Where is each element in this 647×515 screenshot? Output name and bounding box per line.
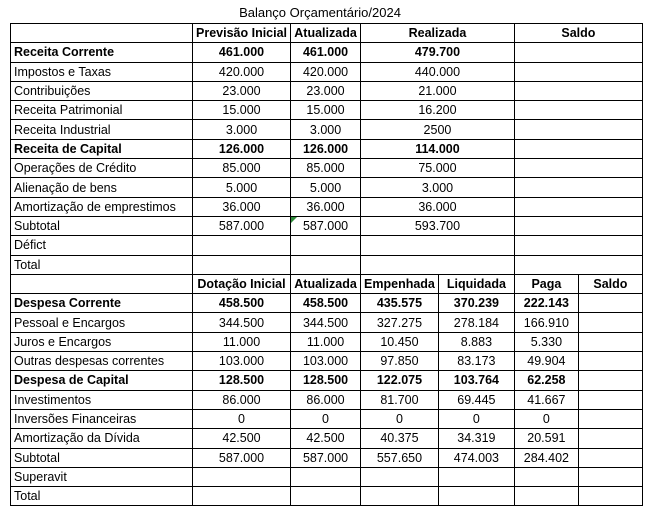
revenue-previsao[interactable]: 85.000	[193, 159, 291, 178]
expense-label[interactable]: Total	[11, 487, 193, 506]
expense-liquidada[interactable]: 0	[438, 409, 514, 428]
revenue-previsao[interactable]: 5.000	[193, 178, 291, 197]
expense-saldo[interactable]	[578, 448, 642, 467]
revenue-saldo[interactable]	[514, 43, 642, 62]
revenue-header-saldo[interactable]: Saldo	[514, 24, 642, 43]
expense-label[interactable]: Juros e Encargos	[11, 332, 193, 351]
expense-dotacao[interactable]: 0	[193, 409, 291, 428]
revenue-saldo[interactable]	[514, 139, 642, 158]
expense-saldo[interactable]	[578, 487, 642, 506]
expense-row	[11, 371, 643, 390]
revenue-row	[11, 178, 643, 197]
expense-empenhada[interactable]: 327.275	[361, 313, 439, 332]
revenue-atualizada[interactable]	[291, 236, 361, 255]
revenue-label[interactable]: Subtotal	[11, 216, 193, 235]
revenue-previsao[interactable]: 36.000	[193, 197, 291, 216]
expense-empenhada[interactable]: 122.075	[361, 371, 439, 390]
expense-liquidada[interactable]: 34.319	[438, 429, 514, 448]
expense-label[interactable]: Investimentos	[11, 390, 193, 409]
expense-liquidada[interactable]: 370.239	[438, 294, 514, 313]
revenue-label[interactable]: Alienação de bens	[11, 178, 193, 197]
revenue-row	[11, 255, 643, 274]
expense-empenhada[interactable]: 40.375	[361, 429, 439, 448]
expense-liquidada[interactable]: 474.003	[438, 448, 514, 467]
revenue-row	[11, 101, 643, 120]
revenue-header-realizada[interactable]: Realizada	[361, 24, 515, 43]
expense-row	[11, 409, 643, 428]
budget-table	[10, 23, 643, 506]
revenue-row	[11, 81, 643, 100]
expense-atualizada[interactable]: 458.500	[291, 294, 361, 313]
revenue-realizada[interactable]	[361, 255, 515, 274]
revenue-previsao[interactable]: 126.000	[193, 139, 291, 158]
expense-liquidada[interactable]: 8.883	[438, 332, 514, 351]
revenue-atualizada[interactable]: 23.000	[291, 81, 361, 100]
expense-row	[11, 294, 643, 313]
expense-atualizada[interactable]: 587.000	[291, 448, 361, 467]
revenue-atualizada[interactable]: 420.000	[291, 62, 361, 81]
sheet-title: Balanço Orçamentário/2024	[239, 5, 401, 20]
expense-saldo[interactable]	[578, 429, 642, 448]
expense-empenhada[interactable]: 557.650	[361, 448, 439, 467]
revenue-previsao[interactable]: 587.000	[193, 216, 291, 235]
revenue-label[interactable]: Amortização de emprestimos	[11, 197, 193, 216]
revenue-previsao[interactable]: 15.000	[193, 101, 291, 120]
expense-empenhada[interactable]: 0	[361, 409, 439, 428]
expense-label[interactable]: Pessoal e Encargos	[11, 313, 193, 332]
revenue-saldo[interactable]	[514, 216, 642, 235]
expense-row	[11, 352, 643, 371]
revenue-saldo[interactable]	[514, 178, 642, 197]
revenue-atualizada[interactable]: 3.000	[291, 120, 361, 139]
revenue-saldo[interactable]	[514, 255, 642, 274]
revenue-realizada[interactable]	[361, 236, 515, 255]
revenue-previsao[interactable]	[193, 255, 291, 274]
revenue-label[interactable]: Total	[11, 255, 193, 274]
revenue-realizada[interactable]: 479.700	[361, 43, 515, 62]
revenue-realizada[interactable]: 36.000	[361, 197, 515, 216]
revenue-header-label[interactable]	[11, 24, 193, 43]
expense-saldo[interactable]	[578, 352, 642, 371]
expense-liquidada[interactable]: 69.445	[438, 390, 514, 409]
revenue-label[interactable]: Receita Patrimonial	[11, 101, 193, 120]
revenue-row	[11, 197, 643, 216]
expense-row	[11, 332, 643, 351]
expense-atualizada[interactable]: 11.000	[291, 332, 361, 351]
revenue-realizada[interactable]: 2500	[361, 120, 515, 139]
revenue-atualizada[interactable]: 461.000	[291, 43, 361, 62]
expense-paga[interactable]: 41.667	[514, 390, 578, 409]
revenue-label[interactable]: Contribuições	[11, 81, 193, 100]
revenue-previsao[interactable]: 3.000	[193, 120, 291, 139]
expense-paga[interactable]	[514, 487, 578, 506]
expense-atualizada[interactable]: 42.500	[291, 429, 361, 448]
revenue-saldo[interactable]	[514, 236, 642, 255]
expense-row	[11, 448, 643, 467]
expense-row	[11, 313, 643, 332]
expense-row	[11, 467, 643, 486]
expense-liquidada[interactable]: 278.184	[438, 313, 514, 332]
revenue-saldo[interactable]	[514, 120, 642, 139]
revenue-previsao[interactable]: 461.000	[193, 43, 291, 62]
expense-header-saldo[interactable]: Saldo	[578, 274, 642, 293]
expense-header-paga[interactable]: Paga	[514, 274, 578, 293]
revenue-row	[11, 216, 643, 235]
expense-paga[interactable]: 0	[514, 409, 578, 428]
revenue-realizada[interactable]: 440.000	[361, 62, 515, 81]
expense-row	[11, 487, 643, 506]
revenue-atualizada[interactable]: 5.000	[291, 178, 361, 197]
expense-dotacao[interactable]	[193, 467, 291, 486]
revenue-row	[11, 120, 643, 139]
revenue-label[interactable]: Impostos e Taxas	[11, 62, 193, 81]
revenue-label[interactable]: Receita Corrente	[11, 43, 193, 62]
expense-saldo[interactable]	[578, 390, 642, 409]
revenue-header-previsao[interactable]: Previsão Inicial	[193, 24, 291, 43]
revenue-label[interactable]: Défict	[11, 236, 193, 255]
expense-dotacao[interactable]: 11.000	[193, 332, 291, 351]
expense-row	[11, 429, 643, 448]
expense-liquidada[interactable]: 103.764	[438, 371, 514, 390]
expense-label[interactable]: Inversões Financeiras	[11, 409, 193, 428]
expense-atualizada[interactable]: 86.000	[291, 390, 361, 409]
expense-paga[interactable]	[514, 467, 578, 486]
expense-atualizada[interactable]	[291, 487, 361, 506]
revenue-realizada[interactable]: 114.000	[361, 139, 515, 158]
expense-label[interactable]: Superavit	[11, 467, 193, 486]
revenue-label[interactable]: Receita Industrial	[11, 120, 193, 139]
revenue-saldo[interactable]	[514, 197, 642, 216]
expense-saldo[interactable]	[578, 332, 642, 351]
expense-paga[interactable]: 49.904	[514, 352, 578, 371]
revenue-realizada[interactable]: 3.000	[361, 178, 515, 197]
expense-label[interactable]: Despesa Corrente	[11, 294, 193, 313]
expense-empenhada[interactable]	[361, 467, 439, 486]
revenue-atualizada[interactable]: 85.000	[291, 159, 361, 178]
revenue-row	[11, 159, 643, 178]
revenue-atualizada[interactable]: 36.000	[291, 197, 361, 216]
expense-label[interactable]: Amortização da Dívida	[11, 429, 193, 448]
revenue-saldo[interactable]	[514, 62, 642, 81]
expense-dotacao[interactable]	[193, 487, 291, 506]
revenue-label[interactable]: Operações de Crédito	[11, 159, 193, 178]
expense-header-atualizada[interactable]: Atualizada	[291, 274, 361, 293]
revenue-saldo[interactable]	[514, 101, 642, 120]
expense-header-empenhada[interactable]: Empenhada	[361, 274, 439, 293]
revenue-previsao[interactable]: 420.000	[193, 62, 291, 81]
revenue-realizada[interactable]: 21.000	[361, 81, 515, 100]
expense-empenhada[interactable]: 81.700	[361, 390, 439, 409]
expense-header-label[interactable]	[11, 274, 193, 293]
revenue-previsao[interactable]: 23.000	[193, 81, 291, 100]
expense-dotacao[interactable]: 103.000	[193, 352, 291, 371]
revenue-atualizada[interactable]: 15.000	[291, 101, 361, 120]
expense-empenhada[interactable]	[361, 487, 439, 506]
revenue-atualizada[interactable]: 126.000	[291, 139, 361, 158]
revenue-atualizada[interactable]	[291, 255, 361, 274]
expense-atualizada[interactable]: 0	[291, 409, 361, 428]
expense-label[interactable]: Subtotal	[11, 448, 193, 467]
expense-atualizada[interactable]: 128.500	[291, 371, 361, 390]
expense-dotacao[interactable]: 128.500	[193, 371, 291, 390]
expense-dotacao[interactable]: 587.000	[193, 448, 291, 467]
expense-empenhada[interactable]: 10.450	[361, 332, 439, 351]
revenue-realizada[interactable]: 75.000	[361, 159, 515, 178]
expense-liquidada[interactable]: 83.173	[438, 352, 514, 371]
expense-dotacao[interactable]: 86.000	[193, 390, 291, 409]
expense-label[interactable]: Despesa de Capital	[11, 371, 193, 390]
revenue-row	[11, 62, 643, 81]
expense-atualizada[interactable]: 103.000	[291, 352, 361, 371]
expense-paga[interactable]: 166.910	[514, 313, 578, 332]
expense-dotacao[interactable]: 42.500	[193, 429, 291, 448]
revenue-previsao[interactable]	[193, 236, 291, 255]
expense-paga[interactable]: 62.258	[514, 371, 578, 390]
expense-paga[interactable]: 284.402	[514, 448, 578, 467]
expense-label[interactable]: Outras despesas correntes	[11, 352, 193, 371]
revenue-row	[11, 139, 643, 158]
revenue-row	[11, 43, 643, 62]
expense-row	[11, 390, 643, 409]
expense-dotacao[interactable]: 344.500	[193, 313, 291, 332]
expense-liquidada[interactable]	[438, 467, 514, 486]
revenue-saldo[interactable]	[514, 159, 642, 178]
expense-atualizada[interactable]	[291, 467, 361, 486]
expense-liquidada[interactable]	[438, 487, 514, 506]
comment-indicator-cell[interactable]: 587.000	[291, 216, 361, 235]
expense-header-dotacao[interactable]: Dotação Inicial	[193, 274, 291, 293]
expense-empenhada[interactable]: 435.575	[361, 294, 439, 313]
expense-dotacao[interactable]: 458.500	[193, 294, 291, 313]
expense-header-liquidada[interactable]: Liquidada	[438, 274, 514, 293]
expense-saldo[interactable]	[578, 294, 642, 313]
expense-saldo[interactable]	[578, 313, 642, 332]
revenue-row	[11, 236, 643, 255]
expense-paga[interactable]: 20.591	[514, 429, 578, 448]
expense-saldo[interactable]	[578, 371, 642, 390]
expense-saldo[interactable]	[578, 467, 642, 486]
expense-header-row	[11, 274, 643, 293]
revenue-header-row	[11, 24, 643, 43]
revenue-header-atualizada[interactable]: Atualizada	[291, 24, 361, 43]
revenue-realizada[interactable]: 16.200	[361, 101, 515, 120]
revenue-label[interactable]: Receita de Capital	[11, 139, 193, 158]
expense-paga[interactable]: 5.330	[514, 332, 578, 351]
revenue-saldo[interactable]	[514, 81, 642, 100]
expense-empenhada[interactable]: 97.850	[361, 352, 439, 371]
revenue-realizada[interactable]: 593.700	[361, 216, 515, 235]
expense-paga[interactable]: 222.143	[514, 294, 578, 313]
expense-atualizada[interactable]: 344.500	[291, 313, 361, 332]
expense-saldo[interactable]	[578, 409, 642, 428]
